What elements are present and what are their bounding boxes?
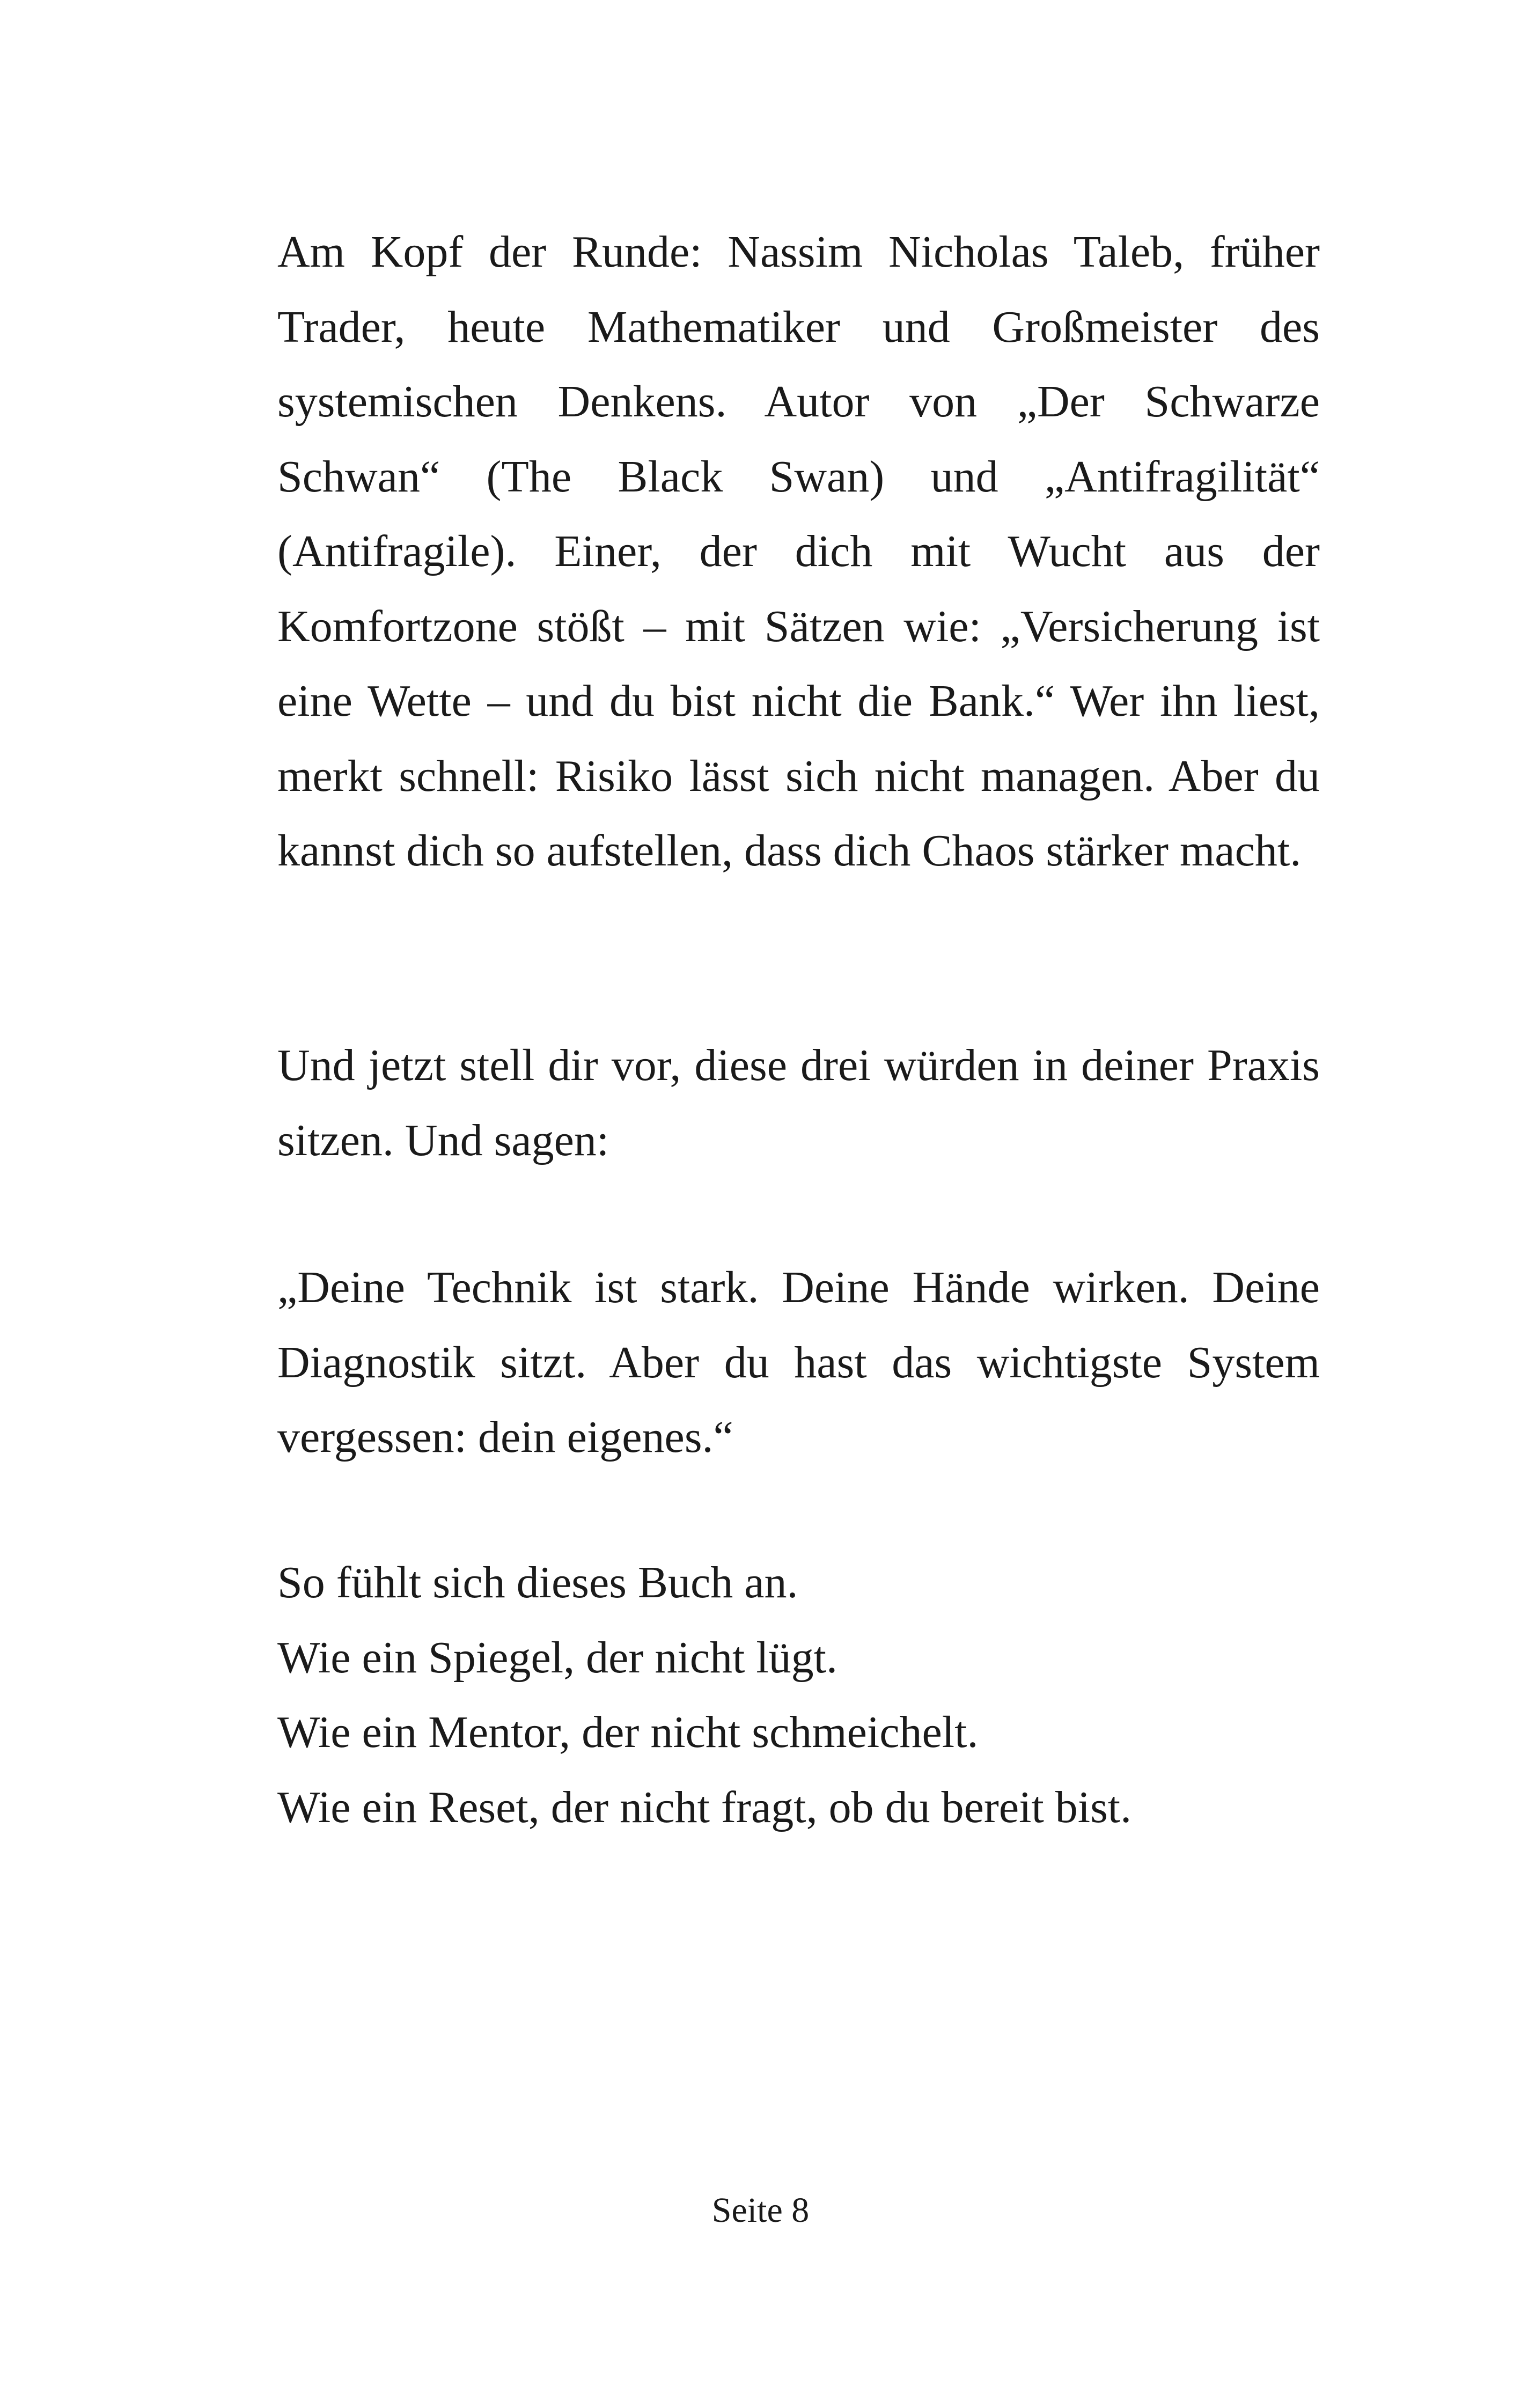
paragraph-quote: [277, 1250, 1320, 1475]
paragraph-text: Und jetzt stell dir vor, diese drei würden in deiner Praxis sitzen. Und sagen:: [277, 1040, 1320, 1165]
paragraph-text: Am Kopf der Runde: Nassim Nicholas Taleb, früher Trader, heute Mathematiker und Großmeister des systemischen Denkens. Autor von „Der Schwarze Schwan“ (The Black Swan) und „Antifragilität“ (Antifragile). Einer, der dich mit Wucht aus der Komfortzone stößt – mit Sätzen wie: „Versicherung ist eine Wette – und du bist nicht die Bank.“ Wer ihn liest, merkt schnell: Risiko lässt sich nicht managen. Aber du kannst dich so aufstellen, dass dich Chaos stärker macht.: [277, 227, 1320, 876]
closing-line: Wie ein Mentor, der nicht schmeichelt.: [277, 1707, 979, 1757]
paragraph-taleb-intro: [277, 215, 1320, 889]
closing-lines: [277, 1545, 1320, 1845]
page-number: Seite 8: [711, 2191, 810, 2230]
closing-line: Wie ein Spiegel, der nicht lügt.: [277, 1632, 838, 1683]
closing-line: Wie ein Reset, der nicht fragt, ob du bereit bist.: [277, 1782, 1132, 1832]
paragraph-text: „Deine Technik ist stark. Deine Hände wirken. Deine Diagnostik sitzt. Aber du hast das wichtigste System vergessen: dein eigenes.“: [277, 1262, 1320, 1462]
paragraph-imagine: [277, 1028, 1320, 1178]
closing-line: So fühlt sich dieses Buch an.: [277, 1558, 798, 1607]
